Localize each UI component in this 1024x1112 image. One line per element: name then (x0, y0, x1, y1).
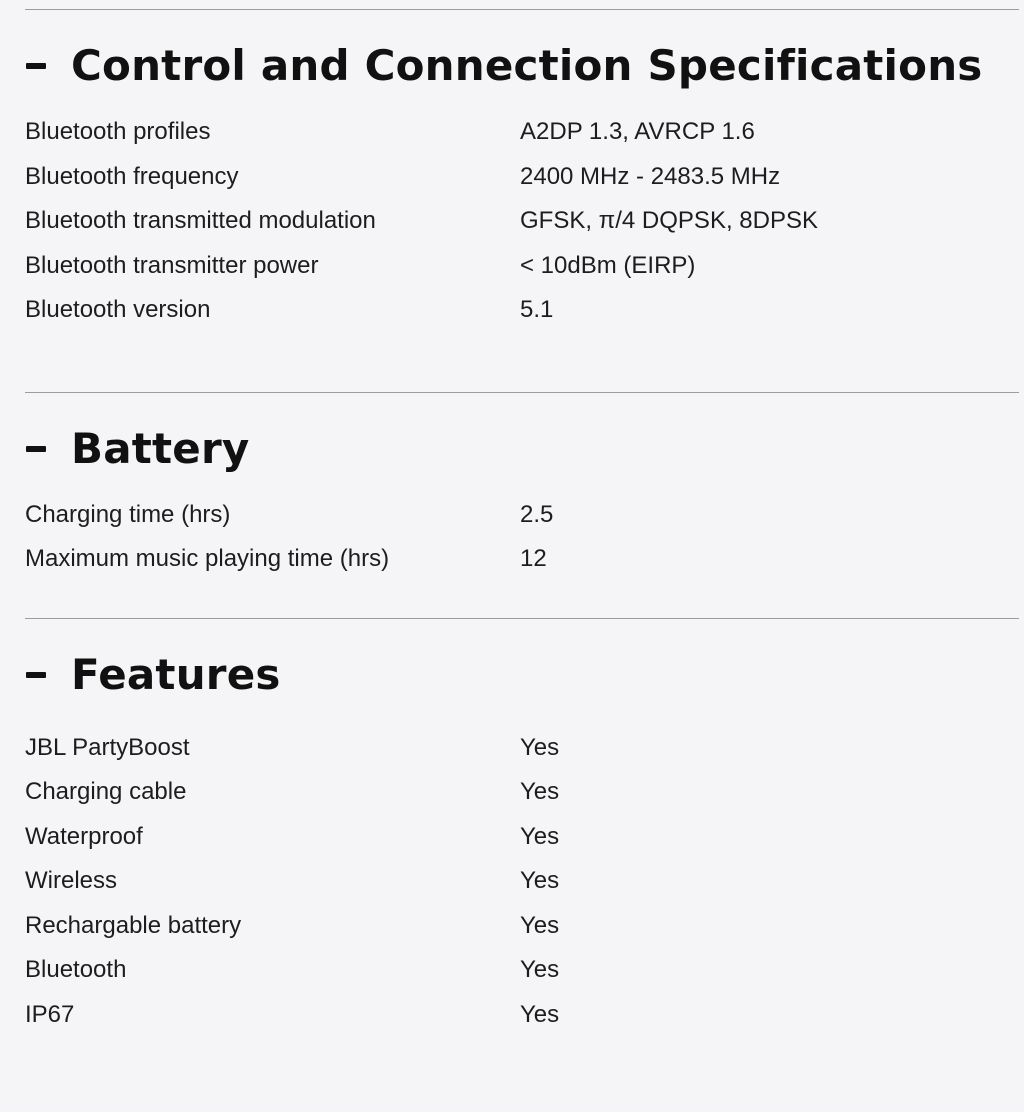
spec-label: Bluetooth version (25, 296, 211, 324)
spec-label: IP67 (25, 1000, 75, 1028)
spec-row (25, 155, 1019, 200)
spec-value: A2DP 1.3, AVRCP 1.6 (520, 118, 755, 146)
spec-row (25, 770, 1019, 815)
spec-label: Bluetooth transmitter power (25, 251, 319, 279)
spec-value: 2400 MHz - 2483.5 MHz (520, 162, 781, 190)
spec-row (25, 948, 1019, 993)
spec-row (25, 493, 1019, 538)
spec-label: JBL PartyBoost (25, 733, 190, 761)
spec-row (25, 537, 1019, 582)
spec-row (25, 815, 1019, 860)
section-features (25, 618, 1019, 1038)
spec-value: Yes (520, 733, 560, 761)
spec-label: Bluetooth (25, 956, 127, 984)
spec-label: Bluetooth transmitted modulation (25, 207, 376, 235)
spec-label: Maximum music playing time (hrs) (25, 545, 390, 573)
spec-value: < 10dBm (EIRP) (520, 251, 696, 279)
section-battery (25, 392, 1019, 618)
spec-value: 2.5 (520, 500, 554, 528)
spec-row (25, 726, 1019, 771)
section-header[interactable] (25, 619, 1019, 731)
spec-table (25, 493, 1019, 582)
section-title: Control and Connection Specifications (71, 41, 983, 90)
section-title: Battery (71, 423, 250, 473)
spec-label: Charging time (hrs) (25, 500, 231, 528)
spec-label: Bluetooth profiles (25, 118, 211, 146)
minus-icon[interactable] (26, 672, 46, 678)
spec-value: GFSK, π/4 DQPSK, 8DPSK (520, 207, 818, 235)
spec-page (25, 0, 1019, 1037)
spec-row (25, 993, 1019, 1038)
spec-value: 12 (520, 545, 547, 573)
section-control-connection (25, 0, 1019, 392)
spec-value: Yes (520, 778, 560, 806)
spec-row (25, 904, 1019, 949)
section-header[interactable] (25, 393, 1019, 505)
spec-row (25, 859, 1019, 904)
spec-label: Charging cable (25, 778, 187, 806)
spec-table (25, 110, 1019, 333)
spec-row (25, 110, 1019, 155)
spec-value: Yes (520, 867, 560, 895)
spec-value: 5.1 (520, 296, 554, 324)
spec-value: Yes (520, 956, 560, 984)
spec-table (25, 726, 1019, 1038)
spec-label: Wireless (25, 867, 118, 895)
spec-row (25, 244, 1019, 289)
spec-value: Yes (520, 1000, 560, 1028)
spec-row (25, 199, 1019, 244)
section-header[interactable] (25, 10, 1019, 122)
spec-label: Rechargable battery (25, 911, 242, 939)
spec-label: Bluetooth frequency (25, 162, 239, 190)
spec-label: Waterproof (25, 822, 143, 850)
section-title: Features (71, 649, 281, 699)
spec-value: Yes (520, 911, 560, 939)
minus-icon[interactable] (26, 446, 46, 452)
spec-row (25, 288, 1019, 333)
spec-value: Yes (520, 822, 560, 850)
minus-icon[interactable] (26, 63, 46, 69)
